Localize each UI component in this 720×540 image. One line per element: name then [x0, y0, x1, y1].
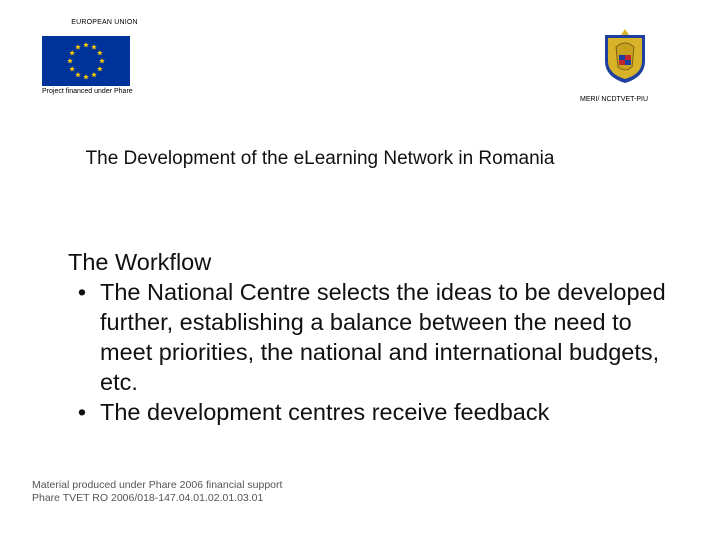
footer-line-2: Phare TVET RO 2006/018-147.04.01.02.01.03.01 [32, 492, 264, 504]
bullet-icon: • [77, 279, 87, 305]
romania-coat-of-arms-icon [602, 27, 648, 85]
footer-line-1: Material produced under Phare 2006 financial support [32, 479, 283, 491]
eu-label: EUROPEAN UNION [71, 19, 138, 26]
bullet-item: • The National Centre selects the ideas to be developed further, establishing a balance between the need to meet priorities, the national and international budgets, etc. [68, 277, 688, 397]
slide-content [68, 247, 688, 427]
eu-flag-icon [42, 36, 130, 86]
bullet-icon: • [77, 399, 87, 425]
footer-text [32, 479, 282, 505]
bullet-item: • The development centres receive feedback [68, 397, 688, 427]
ministry-label: MERI/ NCDTVET-PIU [580, 96, 649, 103]
slide-title: The Development of the eLearning Network in Romania [85, 148, 555, 169]
section-heading: The Workflow [68, 249, 212, 275]
bullet-list [68, 277, 688, 427]
eu-caption: Project financed under Phare [42, 88, 133, 95]
